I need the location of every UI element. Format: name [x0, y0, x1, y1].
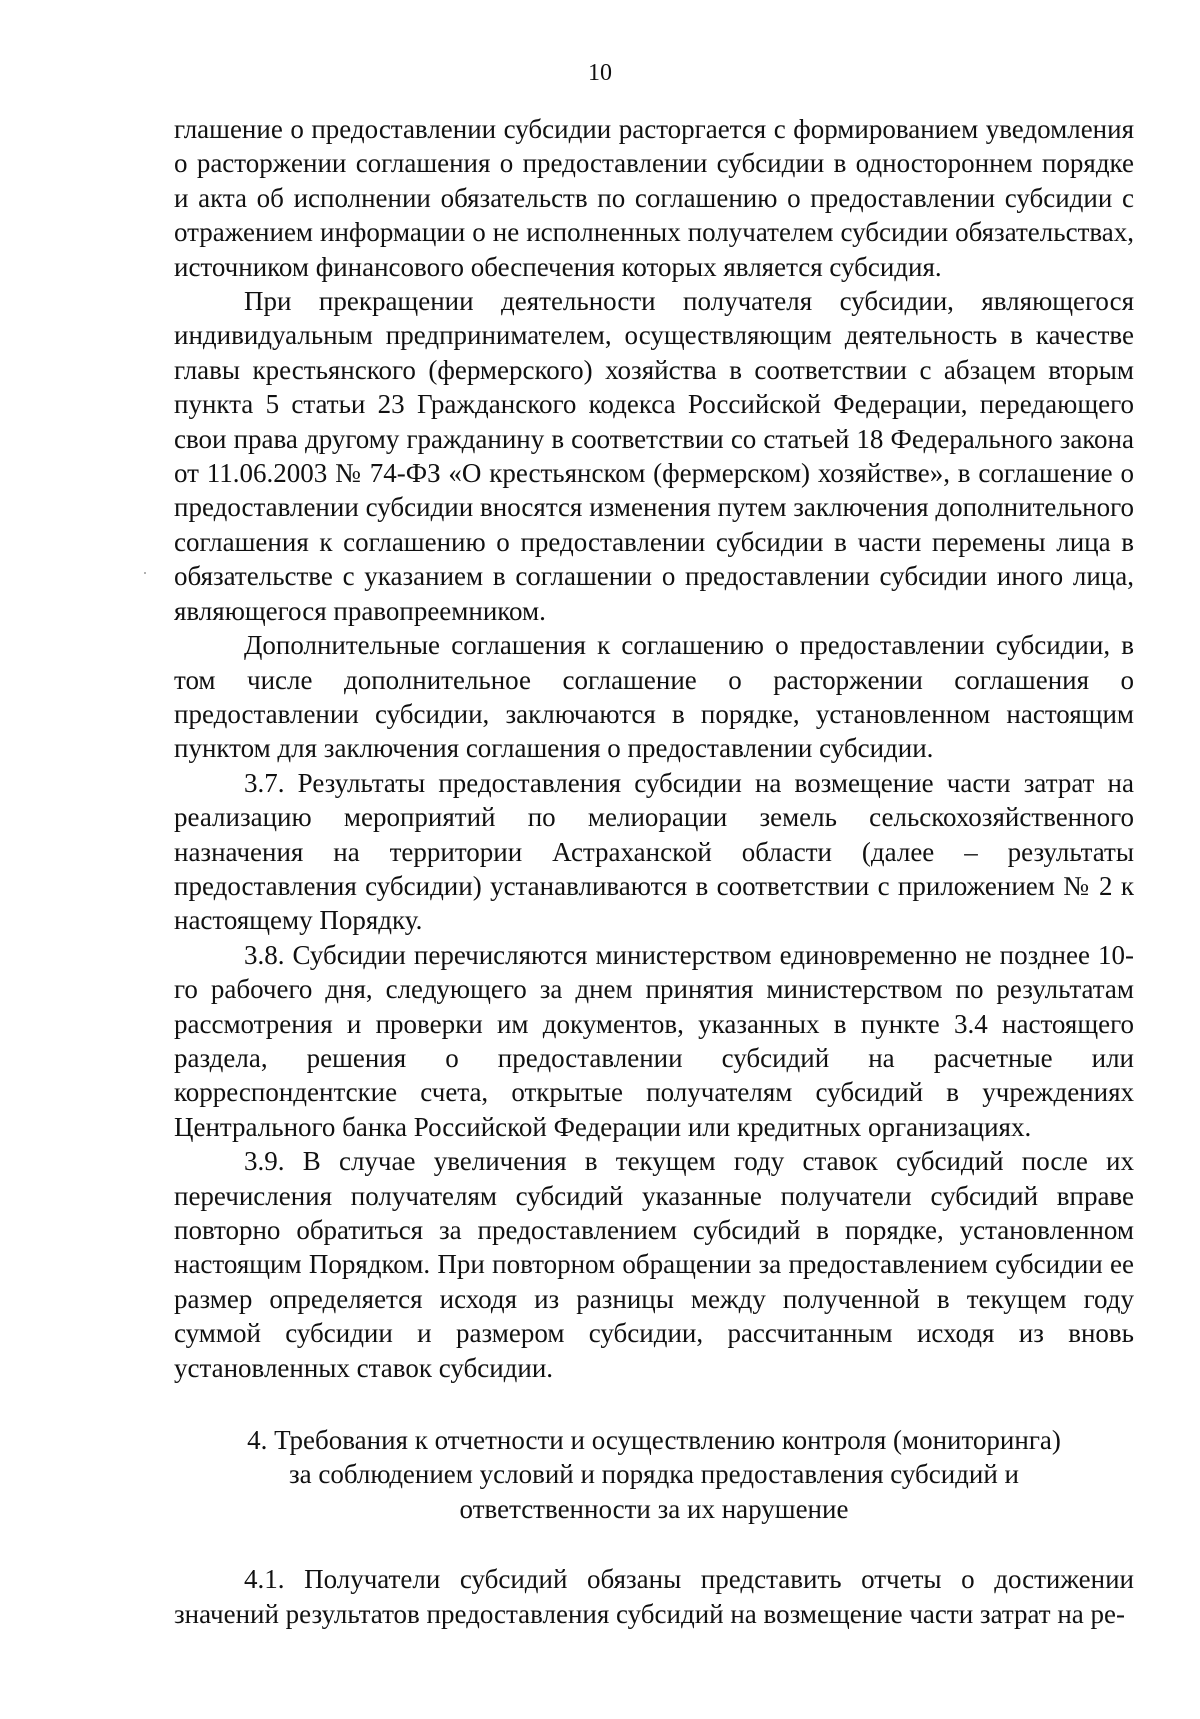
- section-heading-line-2: за соблюдением условий и порядка предоставления субсидий и: [288, 1459, 1020, 1490]
- section-heading-line-3: ответственности за их нарушение: [459, 1493, 849, 1524]
- scan-speck: [144, 572, 146, 574]
- section-4-heading: [174, 1423, 1134, 1526]
- paragraph-3-8: 3.8. Субсидии перечисляются министерством единовременно не позднее 10-го рабочего дня, следующего за днем принятия министерством по результатам рассмотрения и проверки им документов, указанных в пункте 3.4 настоящего раздела, решения о предоставлении субсидий на расчетные или корреспондентские счета, открытые получателям субсидий в учреждениях Центрального банка Российской Федерации или кредитных организациях.: [174, 939, 1134, 1142]
- paragraph-additional-agreements: Дополнительные соглашения к соглашению о предоставлении субсидии, в том числе дополнительное соглашение о расторжении соглашения о предоставлении субсидии, заключаются в порядке, установленном настоящим пунктом для заключения соглашения о предоставлении субсидии.: [174, 630, 1134, 764]
- section-heading-line-1: 4. Требования к отчетности и осуществлению контроля (мониторинга): [247, 1425, 1061, 1456]
- paragraph-3-9: 3.9. В случае увеличения в текущем году ставок субсидий после их перечисления получателям субсидий указанные получатели субсидий вправе повторно обратиться за предоставлением субсидий в порядке, установленном настоящим Порядком. При повторном обращении за предоставлением субсидии ее размер определяется исходя из разницы между полученной в текущем году суммой субсидии и размером субсидии, рассчитанным исходя из вновь установленных ставок субсидии.: [174, 1146, 1134, 1383]
- paragraph-continuation: глашение о предоставлении субсидии расторгается с формированием уведомления о расторжении соглашения о предоставлении субсидии в одностороннем порядке и акта об исполнении обязательств по соглашению о предоставлении субсидии с отражением информации о не исполненных получателем субсидии обязательствах, источником финансового обеспечения которых является субсидия.: [174, 114, 1134, 282]
- paragraph-3-7: 3.7. Результаты предоставления субсидии на возмещение части затрат на реализацию мероприятий по мелиорации земель сельскохозяйственного назначения на территории Астраханской области (далее – результаты предоставления субсидии) устанавливаются в соответствии с приложением № 2 к настоящему Порядку.: [174, 767, 1134, 936]
- document-body: [174, 112, 1134, 1631]
- paragraph-entrepreneur-termination: При прекращении деятельности получателя субсидии, являющегося индивидуальным предпринимателем, осуществляющим деятельность в качестве главы крестьянского (фермерского) хозяйства в соответствии с абзацем вторым пункта 5 статьи 23 Гражданского кодекса Российской Федерации, передающего свои права другому гражданину в соответствии со статьей 18 Федерального закона от 11.06.2003 № 74-ФЗ «О крестьянском (фермерском) хозяйстве», в соглашение о предоставлении субсидии вносятся изменения путем заключения дополнительного соглашения к соглашению о предоставлении субсидии в части перемены лица в обязательстве с указанием в соглашении о предоставлении субсидии иного лица, являющегося правопреемником.: [174, 286, 1134, 626]
- page-number: 10: [588, 60, 612, 86]
- paragraph-4-1: 4.1. Получатели субсидий обязаны представить отчеты о достижении значений результатов предоставления субсидий на возмещение части затрат на ре-: [174, 1564, 1134, 1629]
